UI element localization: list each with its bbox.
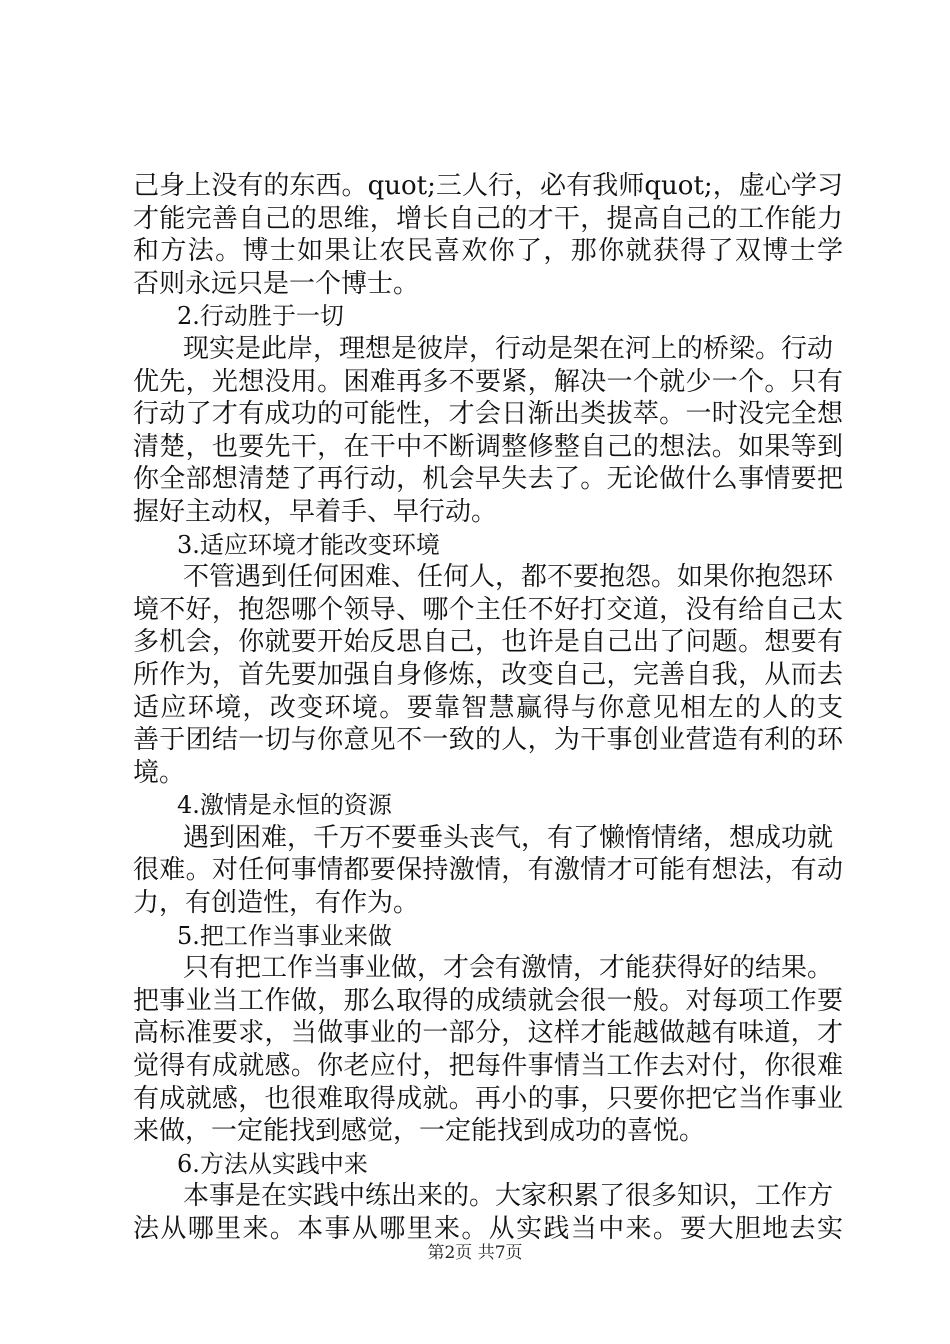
text-line: 否则永远只是一个博士。 — [133, 268, 420, 299]
section-heading: 4.激情是永恒的资源 — [177, 791, 392, 820]
text-line: 善于团结一切与你意见不一致的人，为干事创业营造有利的环 — [133, 725, 843, 756]
text-line: 多机会，你就要开始反思自己，也许是自己出了问题。想要有 — [133, 627, 843, 658]
text-line: 本事是在实践中练出来的。大家积累了很多知识，工作方 — [183, 1181, 834, 1212]
text-line: 所作为，首先要加强自身修炼，改变自己，完善自我，从而去 — [133, 659, 843, 690]
text-line: 清楚，也要先干，在干中不断调整修整自己的想法。如果等到 — [133, 431, 843, 462]
text-line: 和方法。博士如果让农民喜欢你了，那你就获得了双博士学 — [133, 236, 843, 267]
text-line: 现实是此岸，理想是彼岸，行动是架在河上的桥梁。行动 — [183, 333, 834, 364]
text-line: 握好主动权，早着手、早行动。 — [133, 496, 498, 527]
text-line: 很难。对任何事情都要保持激情，有激情才可能有想法，有动 — [133, 855, 843, 886]
text-line: 有成就感，也很难取得成就。再小的事，只要你把它当作事业 — [133, 1083, 843, 1114]
text-line: 法从哪里来。本事从哪里来。从实践当中来。要大胆地去实 — [133, 1214, 843, 1244]
section-heading: 5.把工作当事业来做 — [177, 921, 392, 950]
text-line: 遇到困难，千万不要垂头丧气，有了懒惰情绪，想成功就 — [183, 822, 834, 853]
text-line: 行动了才有成功的可能性，才会日渐出类拔萃。一时没完全想 — [133, 399, 843, 430]
document-body — [133, 170, 843, 1246]
text-line: 适应环境，改变环境。要靠智慧赢得与你意见相左的人的支 — [133, 692, 843, 723]
section-heading: 6.方法从实践中来 — [177, 1149, 368, 1178]
text-line: 把事业当工作做，那么取得的成绩就会很一般。对每项工作要 — [133, 985, 843, 1016]
section-heading: 3.适应环境才能改变环境 — [177, 530, 440, 559]
text-line: 来做，一定能找到感觉，一定能找到成功的喜悦。 — [133, 1116, 706, 1147]
text-line: 己身上没有的东西。quot;三人行，必有我师quot;，虚心学习 — [133, 171, 843, 201]
text-line: 境。 — [133, 757, 186, 788]
text-line: 才能完善自己的思维，增长自己的才干，提高自己的工作能力 — [133, 203, 843, 234]
text-line: 优先，光想没用。困难再多不要紧，解决一个就少一个。只有 — [133, 366, 843, 397]
text-line: 不管遇到任何困难、任何人，都不要抱怨。如果你抱怨环 — [183, 562, 834, 593]
text-line: 你全部想清楚了再行动，机会早失去了。无论做什么事情要把 — [133, 464, 843, 495]
text-line: 只有把工作当事业做，才会有激情，才能获得好的结果。 — [183, 953, 834, 984]
page-footer: 第2页 共7页 — [427, 1243, 523, 1263]
text-line: 力，有创造性，有作为。 — [133, 888, 420, 919]
text-line: 觉得有成就感。你老应付，把每件事情当工作去对付，你很难 — [133, 1051, 843, 1082]
text-line: 高标准要求，当做事业的一部分，这样才能越做越有味道，才 — [133, 1018, 843, 1049]
section-heading: 2.行动胜于一切 — [177, 302, 344, 331]
text-line: 境不好，抱怨哪个领导、哪个主任不好打交道，没有给自己太 — [133, 594, 843, 625]
